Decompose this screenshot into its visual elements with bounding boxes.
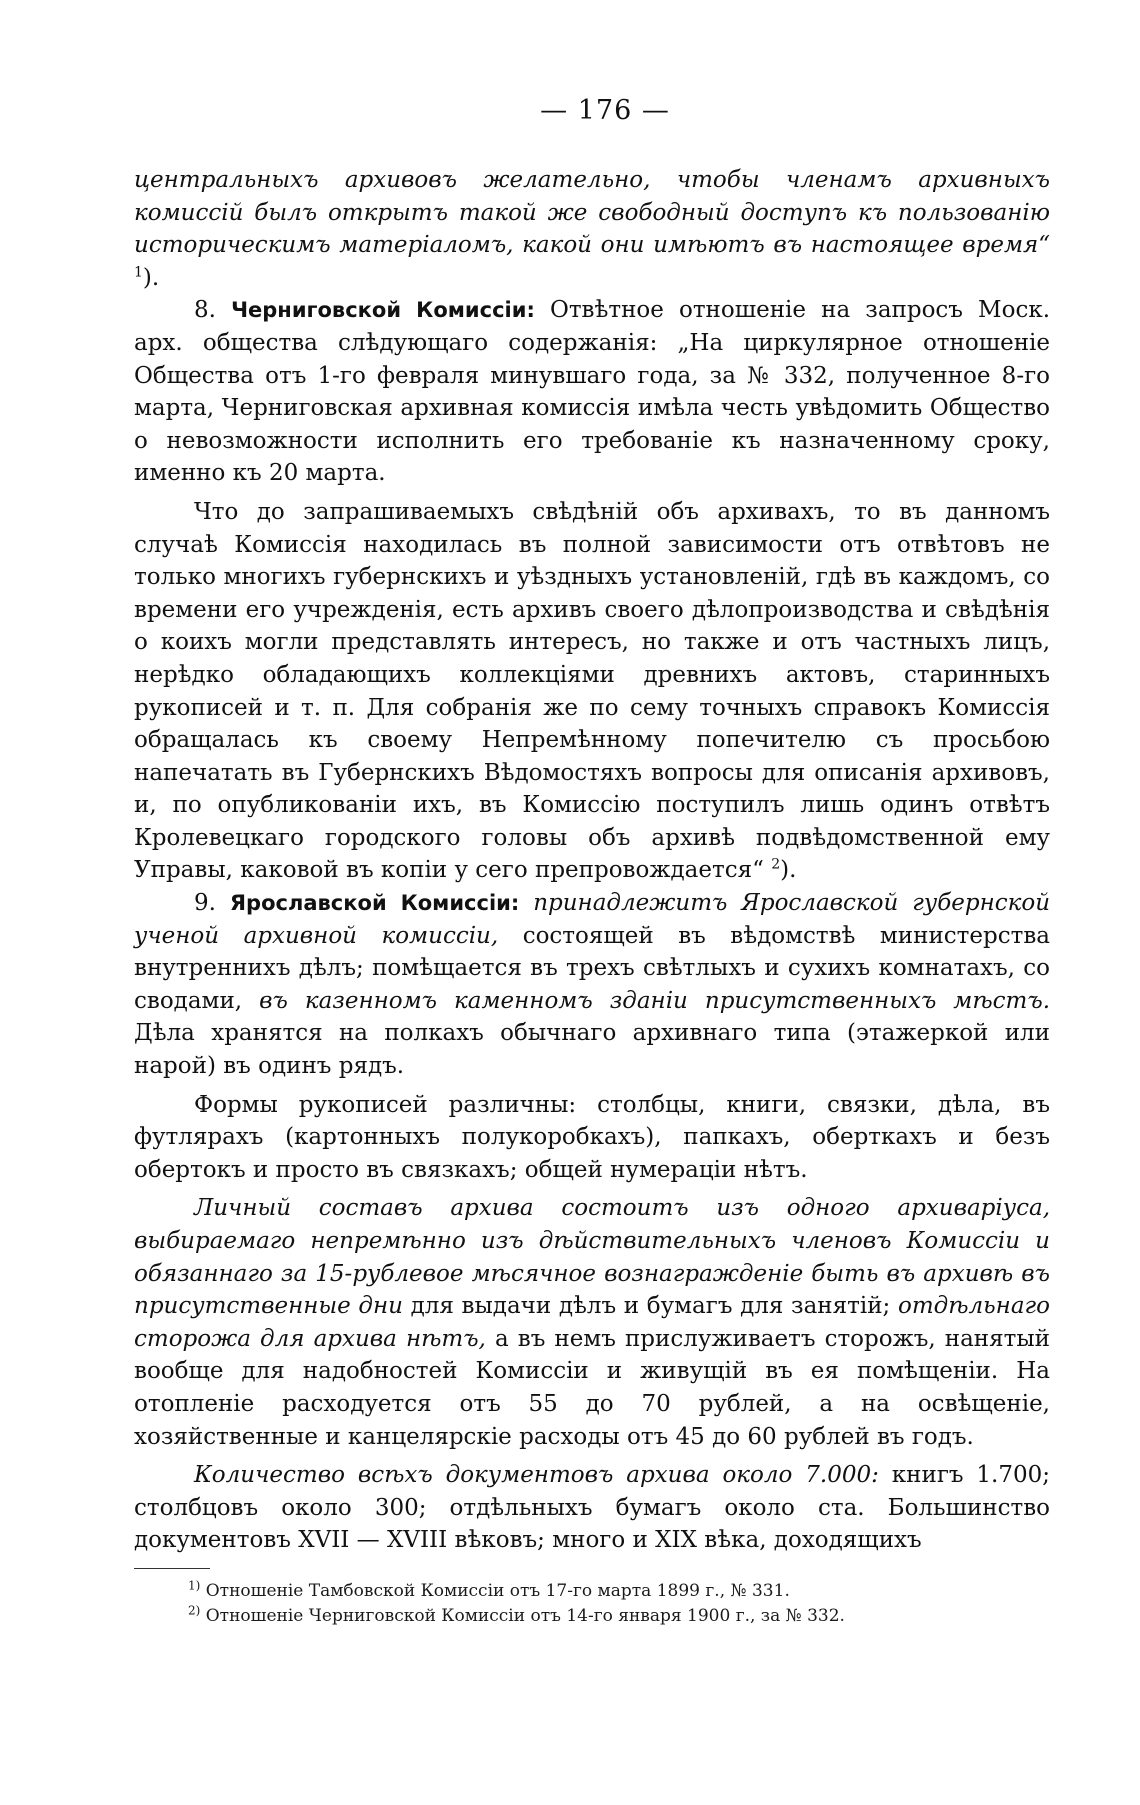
- footnote-mark: 1): [188, 1578, 201, 1593]
- section-heading-yaroslavl: Ярославской Комиссіи:: [229, 891, 520, 916]
- footnote-divider: [134, 1568, 210, 1569]
- paragraph-text: Формы рукописей различны: столбцы, книги, связки, дѣла, въ футлярахъ (картонныхъ полукоробкахъ), папкахъ, оберткахъ и безъ обертокъ и просто въ связкахъ; общей нумераціи нѣтъ.: [134, 1091, 1050, 1183]
- paragraph-text: книгъ 1.700; столбцовъ около 300; отдѣльныхъ бумагъ около ста. Большинство документовъ XVII — XVIII вѣковъ; много и XIX вѣка, доходящихъ: [134, 1462, 1050, 1554]
- paragraph-text: Дѣла хранятся на полкахъ обычнаго архивнаго типа (этажеркой или нарой) въ одинъ рядъ.: [134, 1020, 1050, 1080]
- continued-quote-text: центральныхъ архивовъ желательно, чтобы членамъ архивныхъ комиссій былъ открытъ такой же свободный доступъ къ пользованію историческимъ матеріаломъ, какой они имѣютъ въ настоящее время“: [134, 167, 1050, 259]
- footnote-text: Отношеніе Черниговской Комиссіи отъ 14-го января 1900 г., за № 332.: [205, 1605, 845, 1626]
- italic-phrase: Количество всѣхъ документовъ архива около 7.000:: [194, 1462, 879, 1489]
- paragraph-document-count: [134, 1459, 1050, 1557]
- paragraph-yaroslavl: [134, 887, 1050, 1083]
- footnote-1: [134, 1579, 1050, 1604]
- italic-phrase: принадлежитъ Ярославской губернской ученой архивной комиссіи,: [134, 890, 1051, 949]
- section-heading-chernigov: Черниговской Комиссіи:: [231, 298, 535, 323]
- paragraph-archives-info: [134, 496, 1050, 887]
- section-number-9: 9.: [194, 890, 216, 917]
- paragraph-text: состоящей въ вѣдомствѣ министерства внутреннихъ дѣлъ; помѣщается въ трехъ свѣтлыхъ и сухихъ комнатахъ, со сводами,: [134, 922, 1050, 1014]
- document-page: [134, 95, 1050, 1629]
- footnote-2: [134, 1604, 1050, 1629]
- italic-phrase: въ казенномъ каменномъ зданіи присутственныхъ мѣстъ.: [259, 987, 1050, 1014]
- footnote-ref-2: 2: [771, 856, 781, 873]
- page-number: — 176 —: [540, 95, 670, 126]
- paragraph-text: Отвѣтное отношеніе на запросъ Моск. арх. общества слѣдующаго содержанія: „На циркулярное отношеніе Общества отъ 1-го февраля минувшаго года, за № 332, полученное 8-го марта, Черниговская архивная комиссія имѣла честь увѣдомить Общество о невозможности исполнить его требованіе къ назначенному сроку, именно къ 20 марта.: [134, 297, 1051, 487]
- paragraph-text: для выдачи дѣлъ и бумагъ для занятій;: [410, 1293, 891, 1320]
- italic-phrase: Личный составъ архива состоитъ изъ одного архиваріуса, выбираемаго непремѣнно изъ дѣйствительныхъ членовъ Комиссіи и обязаннаго за 15-рублевое мѣсячное вознагражденіе быть въ архивѣ въ присутственные дни: [134, 1195, 1050, 1320]
- section-number-8: 8.: [194, 297, 216, 324]
- paragraph-end-mark: ).: [142, 264, 160, 291]
- paragraph-chernigov: [134, 294, 1050, 490]
- footnote-text: Отношеніе Тамбовской Комиссіи отъ 17-го марта 1899 г., № 331.: [205, 1580, 790, 1601]
- paragraph-text: а въ немъ прислуживаетъ сторожъ, нанятый вообще для надобностей Комиссіи и живущій въ ея помѣщеніи. На отопленіе расходуется отъ 55 до 70 рублей, а на освѣщеніе, хозяйственные и канцелярскіе расходы отъ 45 до 60 рублей въ годъ.: [134, 1325, 1051, 1450]
- paragraph-staff: [134, 1192, 1050, 1453]
- footnote-mark: 2): [188, 1603, 201, 1618]
- paragraph-text: Что до запрашиваемыхъ свѣдѣній объ архивахъ, то въ данномъ случаѣ Комиссія находилась въ полной зависимости отъ отвѣтовъ не только многихъ губернскихъ и уѣздныхъ установленій, гдѣ въ каждомъ, со времени его учрежденія, есть архивъ своего дѣлопроизводства и свѣдѣнія о коихъ могли представлять интересъ, но также и отъ частныхъ лицъ, нерѣдко обладающихъ коллекціями древнихъ актовъ, старинныхъ рукописей и т. п. Для собранія же по сему точныхъ справокъ Комиссія обращалась къ своему Непремѣнному попечителю съ просьбою напечатать въ Губернскихъ Вѣдомостяхъ вопросы для описанія архивовъ, и, по опубликованіи ихъ, въ Комиссію поступилъ лишь одинъ отвѣтъ Кролевецкаго городского головы объ архивѣ подвѣдомственной ему Управы, каковой въ копіи у сего препровождается“: [134, 498, 1050, 884]
- italic-phrase: отдѣльнаго сторожа для архива нѣтъ,: [134, 1293, 1051, 1352]
- paragraph-continuation: [134, 164, 1050, 294]
- paragraph-manuscript-forms: [134, 1089, 1050, 1187]
- footnote-ref-1: 1: [134, 264, 143, 281]
- paragraph-end-mark: ).: [780, 857, 797, 884]
